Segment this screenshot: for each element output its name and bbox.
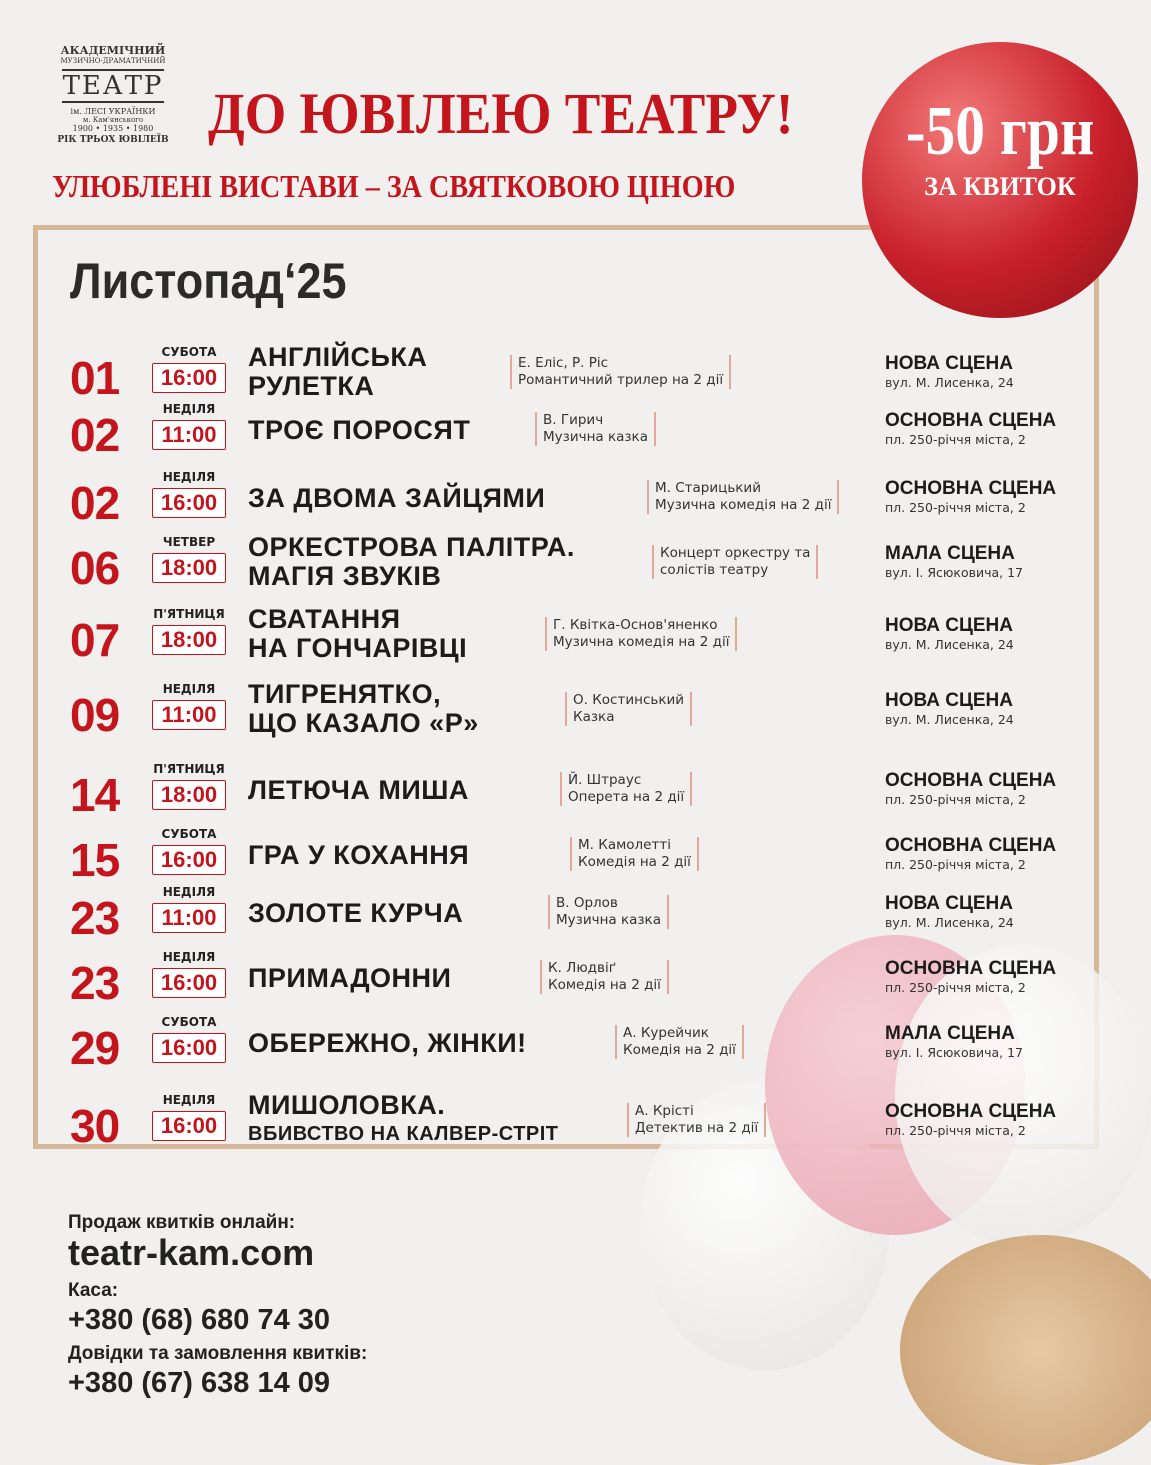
page-title: ДО ЮВІЛЕЮ ТЕАТРУ! (208, 81, 794, 146)
venue-address: пл. 250-річчя міста, 2 (885, 792, 1026, 807)
event-description (535, 412, 656, 446)
event-venue (885, 353, 1014, 390)
event-author: Концерт оркестру та (660, 545, 811, 561)
logo-text: м. Кам'янського (82, 116, 144, 124)
event-genre: Комедія на 2 дії (623, 1042, 736, 1058)
event-weekday: ЧЕТВЕР (162, 535, 216, 549)
event-description (570, 837, 699, 871)
info-phone[interactable]: +380 (67) 638 14 09 (68, 1367, 331, 1399)
venue-stage: НОВА СЦЕНА (885, 893, 1013, 914)
box-office-label: Каса: (68, 1280, 119, 1301)
logo-text: МУЗИЧНО-ДРАМАТИЧНИЙ (60, 57, 166, 65)
month-heading: Листопад‘25 (70, 253, 347, 309)
venue-stage: ОСНОВНА СЦЕНА (885, 835, 1057, 856)
event-genre: Оперета на 2 дії (568, 789, 685, 805)
event-time: 16:00 (152, 1111, 226, 1141)
event-title-line: ГРА У КОХАННЯ (248, 840, 470, 870)
event-author: К. Людвіґ (548, 960, 616, 976)
logo-text: ім. ЛЕСІ УКРАЇНКИ (70, 107, 156, 116)
event-author: М. Старицький (655, 480, 761, 496)
event-title-line: ЗОЛОТЕ КУРЧА (248, 898, 464, 928)
event-title[interactable] (248, 416, 470, 445)
event-title[interactable] (248, 343, 427, 401)
event-genre: Комедія на 2 дії (578, 854, 691, 870)
event-weekday: НЕДІЛЯ (162, 885, 216, 899)
event-venue (885, 410, 1056, 447)
event-title-line: ПРИМАДОННИ (248, 963, 452, 993)
event-weekday: НЕДІЛЯ (162, 1093, 216, 1107)
event-title[interactable] (248, 776, 469, 805)
event-date: 01 (70, 352, 120, 404)
event-time: 18:00 (152, 780, 226, 810)
event-date: 30 (70, 1100, 120, 1152)
event-venue (885, 615, 1014, 652)
event-title-line: МИШОЛОВКА. (248, 1090, 446, 1120)
event-title[interactable] (248, 1091, 559, 1149)
event-title[interactable] (248, 484, 545, 513)
event-date: 02 (70, 477, 120, 529)
event-author: В. Гирич (543, 412, 604, 428)
event-time: 11:00 (152, 420, 226, 450)
event-title-line: МАГІЯ ЗВУКІВ (248, 561, 442, 591)
event-title[interactable] (248, 680, 479, 738)
venue-stage: ОСНОВНА СЦЕНА (885, 1101, 1057, 1122)
venue-address: вул. М. Лисенка, 24 (885, 712, 1014, 727)
venue-stage: ОСНОВНА СЦЕНА (885, 478, 1057, 499)
event-title-line: АНГЛІЙСЬКА (248, 342, 428, 372)
venue-address: вул. М. Лисенка, 24 (885, 637, 1014, 652)
event-date: 14 (70, 769, 120, 821)
event-date: 02 (70, 409, 120, 461)
event-description (510, 355, 731, 389)
event-genre: Музична комедія на 2 дії (553, 634, 730, 650)
event-venue (885, 1023, 1023, 1060)
event-date: 09 (70, 689, 120, 741)
event-date: 07 (70, 614, 120, 666)
logo-text: РІК ТРЬОХ ЮВІЛЕЇВ (57, 135, 169, 145)
event-description (545, 617, 737, 651)
event-title[interactable] (248, 841, 469, 870)
box-office-phone[interactable]: +380 (68) 680 74 30 (68, 1304, 331, 1336)
event-title-line: СВАТАННЯ (248, 604, 401, 634)
event-title-line: РУЛЕТКА (248, 371, 375, 401)
event-description (615, 1025, 744, 1059)
venue-address: вул. І. Ясюковича, 17 (885, 565, 1024, 580)
discount-per-ticket: ЗА КВИТОК (924, 172, 1076, 201)
event-weekday: СУБОТА (161, 345, 217, 359)
event-description (548, 895, 669, 929)
event-title-line: ТИГРЕНЯТКО, (248, 679, 442, 709)
event-weekday: СУБОТА (161, 1015, 217, 1029)
event-venue (885, 770, 1056, 807)
event-genre: Казка (573, 709, 615, 725)
venue-address: пл. 250-річчя міста, 2 (885, 857, 1026, 872)
event-date: 23 (70, 957, 120, 1009)
event-date: 29 (70, 1022, 120, 1074)
event-weekday: НЕДІЛЯ (162, 402, 216, 416)
venue-address: вул. М. Лисенка, 24 (885, 375, 1014, 390)
venue-stage: ОСНОВНА СЦЕНА (885, 770, 1057, 791)
venue-address: пл. 250-річчя міста, 2 (885, 1123, 1026, 1138)
event-title-line: ТРОЄ ПОРОСЯТ (248, 415, 471, 445)
event-title[interactable] (248, 605, 467, 663)
event-time: 16:00 (152, 363, 226, 393)
glitter-balloon-decoration (900, 1235, 1151, 1465)
event-date: 23 (70, 892, 120, 944)
event-title[interactable] (248, 1029, 527, 1058)
event-weekday: П'ЯТНИЦЯ (153, 607, 225, 621)
event-time: 18:00 (152, 553, 226, 583)
event-date: 15 (70, 834, 120, 886)
theatre-logo (48, 44, 178, 145)
event-venue (885, 835, 1056, 872)
event-time: 16:00 (152, 488, 226, 518)
info-label: Довідки та замовлення квитків: (68, 1343, 368, 1364)
venue-address: вул. М. Лисенка, 24 (885, 915, 1014, 930)
event-genre: солістів театру (660, 562, 769, 578)
venue-stage: НОВА СЦЕНА (885, 353, 1013, 374)
venue-stage: ОСНОВНА СЦЕНА (885, 958, 1057, 979)
event-venue (885, 893, 1014, 930)
event-venue (885, 478, 1056, 515)
contacts (68, 1206, 367, 1400)
event-author: О. Костинський (573, 692, 685, 708)
event-description (627, 1103, 766, 1137)
page-subtitle: УЛЮБЛЕНІ ВИСТАВИ – ЗА СВЯТКОВОЮ ЦІНОЮ (52, 168, 736, 204)
venue-address: пл. 250-річчя міста, 2 (885, 432, 1026, 447)
event-venue (885, 543, 1023, 580)
venue-stage: МАЛА СЦЕНА (885, 1023, 1015, 1044)
event-author: А. Курейчик (623, 1025, 709, 1041)
event-description (652, 545, 818, 579)
event-time: 11:00 (152, 903, 226, 933)
logo-text: АКАДЕМІЧНИЙ (60, 44, 166, 57)
logo-text: 1900 • 1935 • 1980 (72, 124, 154, 133)
event-time: 16:00 (152, 845, 226, 875)
event-genre: Музична казка (543, 429, 648, 445)
logo-text: ТЕАТР (62, 71, 164, 101)
venue-address: вул. І. Ясюковича, 17 (885, 1045, 1024, 1060)
venue-stage: ОСНОВНА СЦЕНА (885, 410, 1057, 431)
event-title-line: НА ГОНЧАРІВЦІ (248, 633, 468, 663)
event-description (565, 692, 692, 726)
event-author: Е. Еліс, Р. Ріс (518, 355, 609, 371)
discount-balloon (862, 42, 1138, 318)
event-genre: Романтичний трилер на 2 дії (518, 372, 724, 388)
event-title-line: ОРКЕСТРОВА ПАЛІТРА. (248, 532, 575, 562)
event-weekday: СУБОТА (161, 827, 217, 841)
event-genre: Детектив на 2 дії (635, 1120, 759, 1136)
event-title[interactable] (248, 899, 463, 928)
event-title-line: ЗА ДВОМА ЗАЙЦЯМИ (248, 483, 546, 513)
event-weekday: НЕДІЛЯ (162, 950, 216, 964)
website-link[interactable]: teatr-kam.com (68, 1232, 315, 1273)
event-description (540, 960, 669, 994)
event-time: 11:00 (152, 700, 226, 730)
event-author: Й. Штраус (568, 772, 642, 788)
event-venue (885, 690, 1014, 727)
discount-price: -50 грн (905, 93, 1095, 170)
event-time: 18:00 (152, 625, 226, 655)
event-title[interactable] (248, 964, 451, 993)
event-weekday: НЕДІЛЯ (162, 470, 216, 484)
event-genre: Музична комедія на 2 дії (655, 497, 832, 513)
event-genre: Комедія на 2 дії (548, 977, 661, 993)
event-author: Г. Квітка-Основ'яненко (553, 617, 718, 633)
venue-stage: НОВА СЦЕНА (885, 690, 1013, 711)
event-weekday: П'ЯТНИЦЯ (153, 762, 225, 776)
event-venue (885, 1101, 1056, 1138)
event-title-line: ВБИВСТВО НА КАЛВЕР-СТРІТ (248, 1123, 559, 1145)
event-venue (885, 958, 1056, 995)
event-weekday: НЕДІЛЯ (162, 682, 216, 696)
event-date: 06 (70, 542, 120, 594)
event-time: 16:00 (152, 1033, 226, 1063)
event-genre: Музична казка (556, 912, 661, 928)
venue-stage: НОВА СЦЕНА (885, 615, 1013, 636)
event-author: В. Орлов (556, 895, 618, 911)
online-sales-label: Продаж квитків онлайн: (68, 1212, 296, 1233)
venue-stage: МАЛА СЦЕНА (885, 543, 1015, 564)
event-description (647, 480, 839, 514)
event-title-line: ЩО КАЗАЛО «Р» (248, 708, 479, 738)
event-time: 16:00 (152, 968, 226, 998)
event-title-line: ОБЕРЕЖНО, ЖІНКИ! (248, 1028, 527, 1058)
venue-address: пл. 250-річчя міста, 2 (885, 500, 1026, 515)
event-description (560, 772, 692, 806)
event-title[interactable] (248, 533, 575, 591)
event-title-line: ЛЕТЮЧА МИША (248, 775, 469, 805)
event-author: А. Крісті (635, 1103, 694, 1119)
event-author: М. Камолетті (578, 837, 671, 853)
venue-address: пл. 250-річчя міста, 2 (885, 980, 1026, 995)
